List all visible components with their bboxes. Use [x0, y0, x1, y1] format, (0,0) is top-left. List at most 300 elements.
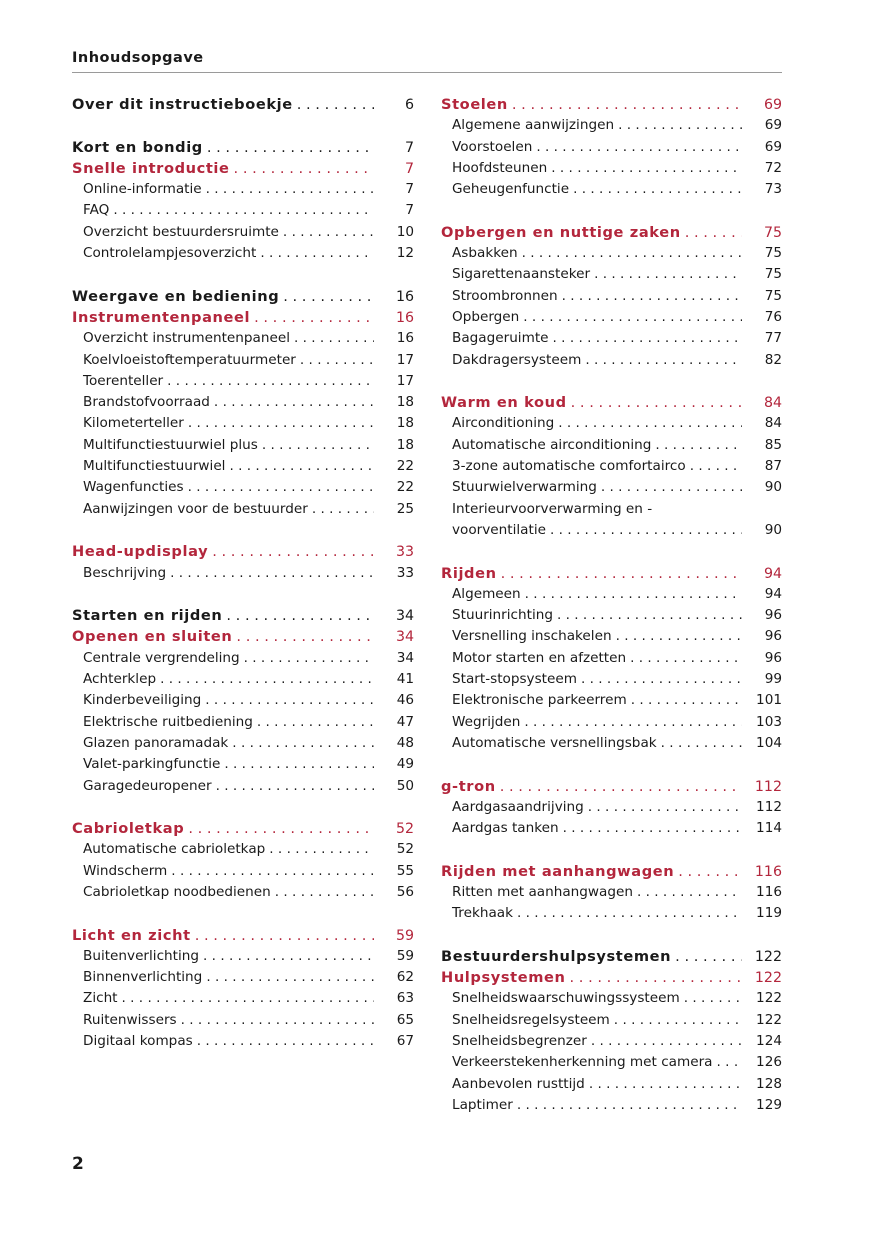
toc-entry-title: Valet-parkingfunctie [83, 756, 221, 773]
toc-left-column [72, 94, 414, 1052]
toc-entry[interactable] [441, 435, 782, 456]
toc-entry[interactable] [72, 882, 414, 903]
toc-section-heading[interactable] [72, 541, 414, 562]
toc-entry-title: Starten en rijden [72, 607, 223, 625]
dot-leader [188, 477, 374, 498]
dot-leader [501, 563, 742, 584]
toc-page-number: 116 [754, 863, 782, 880]
toc-entry-title: Ruitenwissers [83, 1011, 177, 1028]
toc-page-number: 56 [396, 883, 414, 900]
toc-page-number: 55 [396, 862, 414, 879]
toc-entry-title: Zicht [83, 990, 118, 1007]
toc-section-heading[interactable] [441, 861, 782, 882]
dot-leader [523, 307, 742, 328]
toc-section-heading[interactable] [441, 563, 782, 584]
toc-entry-title: Beschrijving [83, 564, 167, 581]
toc-entry[interactable] [72, 413, 414, 434]
toc-entry[interactable] [441, 264, 782, 285]
toc-entry[interactable] [441, 648, 782, 669]
toc-entry[interactable] [72, 435, 414, 456]
dot-leader [570, 967, 742, 988]
toc-entry[interactable] [441, 733, 782, 754]
toc-section-heading[interactable] [72, 137, 414, 158]
toc-entry[interactable] [72, 200, 414, 221]
toc-page-number: 96 [764, 649, 782, 666]
toc-entry[interactable] [72, 839, 414, 860]
toc-entry-title: Elektrische ruitbediening [83, 713, 253, 730]
toc-entry[interactable] [72, 477, 414, 498]
toc-entry[interactable] [72, 371, 414, 392]
toc-page-number: 116 [756, 883, 782, 900]
toc-section-heading[interactable] [72, 626, 414, 647]
toc-page-number: 6 [404, 97, 414, 113]
toc-page-number: 73 [764, 181, 782, 198]
toc-entry[interactable] [441, 1095, 782, 1116]
dot-leader [684, 988, 742, 1009]
toc-section-heading[interactable] [72, 158, 414, 179]
dot-leader [260, 243, 374, 264]
toc-page-number: 65 [396, 1011, 414, 1028]
toc-page-number: 84 [764, 415, 782, 432]
toc-page-number: 7 [404, 139, 414, 156]
toc-section-heading[interactable] [441, 967, 782, 988]
dot-leader [297, 94, 374, 115]
toc-page-number: 122 [756, 990, 782, 1007]
toc-entry-title: Overzicht bestuurdersruimte [83, 223, 279, 240]
toc-section-heading[interactable] [441, 776, 782, 797]
dot-leader [571, 392, 742, 413]
dot-leader [224, 754, 374, 775]
dot-leader [283, 222, 374, 243]
dot-leader [678, 861, 742, 882]
toc-entry[interactable] [72, 669, 414, 690]
toc-page-number: 94 [763, 565, 782, 582]
toc-entry-title: Opbergen en nuttige zaken [441, 223, 681, 241]
dot-leader [630, 648, 742, 669]
toc-page-number: 75 [764, 245, 782, 262]
dot-leader [589, 1074, 742, 1095]
toc-page-number: 48 [396, 734, 414, 751]
toc-entry-title: Digitaal kompas [83, 1033, 193, 1050]
dot-leader [170, 563, 374, 584]
dot-leader [205, 690, 374, 711]
toc-entry-title: Snelheidsregelsysteem [452, 1011, 610, 1028]
dot-leader [254, 307, 374, 328]
dot-leader [522, 243, 742, 264]
toc-entry-title: Rijden met aanhangwagen [441, 862, 675, 880]
toc-entry[interactable] [72, 861, 414, 882]
toc-page-number: 122 [756, 1011, 782, 1028]
toc-entry[interactable] [441, 605, 782, 626]
toc-entry-title: Verkeerstekenherkenning met camera [452, 1054, 713, 1071]
toc-section-heading[interactable] [72, 925, 414, 946]
toc-entry[interactable] [72, 350, 414, 371]
toc-entry-title: Kinderbeveiliging [83, 692, 202, 709]
toc-entry-title: Start-stopsysteem [452, 671, 577, 688]
toc-entry[interactable] [441, 115, 782, 136]
dot-leader [553, 328, 742, 349]
toc-entry[interactable] [441, 350, 782, 371]
toc-page-number: 103 [756, 713, 782, 730]
toc-page-number: 59 [396, 947, 414, 964]
dot-leader [685, 222, 742, 243]
dot-leader [661, 733, 742, 754]
toc-entry-title: Stuurwielverwarming [452, 479, 597, 496]
toc-page-number: 47 [396, 713, 414, 730]
dot-leader [581, 669, 742, 690]
toc-page-number: 7 [405, 181, 414, 198]
toc-entry[interactable] [441, 413, 782, 434]
toc-page-number: 76 [764, 308, 782, 325]
toc-entry-title: Trekhaak [452, 905, 513, 922]
toc-entry[interactable] [441, 882, 782, 903]
toc-page-number: 69 [763, 97, 782, 113]
toc-page-number: 33 [396, 564, 414, 581]
toc-entry[interactable] [72, 392, 414, 413]
dot-leader [229, 456, 374, 477]
dot-leader [232, 733, 374, 754]
toc-page-number: 25 [396, 500, 414, 517]
dot-leader [550, 520, 742, 541]
toc-page-number: 59 [395, 927, 414, 944]
dot-leader [655, 435, 742, 456]
dot-leader [562, 286, 742, 307]
toc-entry[interactable] [441, 158, 782, 179]
toc-entry-title: Aardgas tanken [452, 820, 559, 837]
toc-entry-title: Brandstofvoorraad [83, 394, 210, 411]
dot-leader [206, 179, 374, 200]
dot-leader [631, 690, 742, 711]
toc-entry-title: Snelheidsbegrenzer [452, 1033, 587, 1050]
toc-entry[interactable] [72, 733, 414, 754]
toc-entry-title: Binnenverlichting [83, 969, 203, 986]
toc-page-number: 122 [754, 970, 782, 987]
toc-section-heading[interactable] [72, 307, 414, 328]
dot-leader [594, 264, 742, 285]
toc-page-number: 126 [756, 1054, 782, 1071]
dot-leader [275, 882, 374, 903]
toc-entry[interactable] [441, 520, 782, 541]
toc-entry-title: FAQ [83, 202, 110, 219]
toc-entry-title: Multifunctiestuurwiel plus [83, 436, 258, 453]
toc-page-number: 10 [396, 223, 414, 240]
toc-entry-title: Instrumentenpaneel [72, 308, 251, 326]
dot-leader [557, 605, 742, 626]
dot-leader [573, 179, 742, 200]
toc-page-number: 18 [396, 415, 414, 432]
toc-entry-title: Asbakken [452, 245, 518, 262]
toc-page-number: 96 [764, 607, 782, 624]
dot-leader [551, 158, 742, 179]
toc-page-number: 49 [396, 756, 414, 773]
toc-entry-title: Controlelampjesoverzicht [83, 245, 257, 262]
toc-entry-title: Interieurvoorverwarming en - [452, 500, 653, 517]
toc-entry-title: Kort en bondig [72, 138, 203, 156]
toc-page-number: 94 [764, 585, 782, 602]
toc-entry-title: Snelle introductie [72, 159, 230, 177]
toc-entry-title: Hulpsystemen [441, 969, 566, 987]
toc-entry-title: Garagedeuropener [83, 777, 212, 794]
toc-entry[interactable] [441, 328, 782, 349]
dot-leader [512, 94, 742, 115]
toc-entry[interactable] [72, 988, 414, 1009]
toc-entry[interactable] [441, 499, 782, 520]
dot-leader [525, 584, 742, 605]
dot-leader [216, 776, 374, 797]
toc-entry-title: Warm en koud [441, 394, 567, 412]
toc-entry[interactable] [441, 690, 782, 711]
toc-page-number: 22 [396, 479, 414, 496]
toc-entry-title: Stoelen [441, 96, 508, 113]
toc-page-number: 7 [405, 202, 414, 219]
toc-entry[interactable] [72, 222, 414, 243]
toc-entry[interactable] [72, 563, 414, 584]
dot-leader [234, 158, 374, 179]
dot-leader [197, 1031, 374, 1052]
toc-entry[interactable] [72, 328, 414, 349]
toc-entry-title: Elektronische parkeerrem [452, 692, 627, 709]
toc-entry[interactable] [441, 137, 782, 158]
toc-page-number: 34 [395, 608, 414, 625]
toc-page-number: 122 [754, 948, 782, 965]
dot-leader [262, 435, 374, 456]
toc-entry[interactable] [441, 903, 782, 924]
toc-entry-title: Algemeen [452, 585, 521, 602]
toc-section-heading[interactable] [441, 946, 782, 967]
dot-leader [244, 648, 374, 669]
toc-page-number: 75 [763, 224, 782, 241]
dot-leader [618, 115, 742, 136]
header-divider [72, 72, 782, 73]
dot-leader [300, 350, 374, 371]
dot-leader [212, 541, 374, 562]
toc-entry[interactable] [441, 1010, 782, 1031]
toc-page-number: 99 [764, 671, 782, 688]
toc-entry-title: Sigarettenaansteker [452, 266, 591, 283]
dot-leader [558, 413, 742, 434]
toc-entry-title: Versnelling inschakelen [452, 628, 612, 645]
toc-entry[interactable] [441, 477, 782, 498]
toc-entry[interactable] [72, 648, 414, 669]
toc-entry[interactable] [72, 946, 414, 967]
toc-entry[interactable] [72, 967, 414, 988]
toc-entry-title: Wegrijden [452, 713, 521, 730]
toc-entry[interactable] [441, 797, 782, 818]
toc-section-heading[interactable] [441, 392, 782, 413]
toc-page-number: 90 [764, 521, 782, 538]
toc-entry-title: Toerenteller [83, 372, 164, 389]
toc-entry[interactable] [72, 179, 414, 200]
page-header [72, 50, 782, 73]
page-title: Inhoudsopgave [72, 50, 204, 66]
toc-entry[interactable] [441, 712, 782, 733]
toc-page-number: 52 [396, 841, 414, 858]
dot-leader [517, 903, 742, 924]
dot-leader [588, 797, 742, 818]
toc-section-heading[interactable] [441, 222, 782, 243]
dot-leader [214, 392, 374, 413]
dot-leader [181, 1010, 374, 1031]
toc-entry-title: Windscherm [83, 862, 168, 879]
dot-leader [312, 499, 374, 520]
dot-leader [563, 818, 742, 839]
toc-entry[interactable] [441, 626, 782, 647]
toc-page-number: 128 [756, 1075, 782, 1092]
toc-page-number: 96 [764, 628, 782, 645]
toc-entry[interactable] [72, 499, 414, 520]
toc-entry[interactable] [72, 712, 414, 733]
toc-entry[interactable] [72, 776, 414, 797]
toc-entry-title: Bestuurdershulpsystemen [441, 947, 672, 965]
toc-page-number: 41 [396, 671, 414, 688]
toc-section-heading[interactable] [72, 94, 414, 115]
dot-leader [171, 861, 374, 882]
toc-section-heading[interactable] [72, 818, 414, 839]
toc-entry[interactable] [441, 1052, 782, 1073]
toc-page-number: 72 [764, 159, 782, 176]
toc-page-number: 112 [754, 778, 782, 795]
toc-page-number: 22 [396, 458, 414, 475]
toc-entry[interactable] [441, 988, 782, 1009]
toc-entry-title: 3-zone automatische comfortairco [452, 458, 686, 475]
toc-entry-title: Hoofdsteunen [452, 159, 548, 176]
dot-leader [585, 350, 742, 371]
toc-section-heading[interactable] [72, 605, 414, 626]
toc-entry[interactable] [72, 690, 414, 711]
toc-page-number: 18 [396, 394, 414, 411]
toc-page-number: 12 [396, 245, 414, 262]
toc-entry[interactable] [441, 1031, 782, 1052]
toc-entry-title: Openen en sluiten [72, 628, 233, 646]
toc-page-number: 34 [395, 629, 414, 646]
dot-leader [122, 988, 374, 1009]
toc-page-number: 67 [396, 1033, 414, 1050]
toc-entry[interactable] [72, 243, 414, 264]
toc-entry-title: Kilometerteller [83, 415, 184, 432]
toc-entry[interactable] [441, 818, 782, 839]
toc-entry-title: Automatische cabrioletkap [83, 841, 266, 858]
toc-entry[interactable] [72, 456, 414, 477]
toc-page-number: 69 [764, 117, 782, 134]
toc-page-number: 17 [396, 372, 414, 389]
toc-entry-title: Overzicht instrumentenpaneel [83, 330, 290, 347]
dot-leader [226, 605, 374, 626]
toc-entry-title: Automatische versnellingsbak [452, 734, 657, 751]
toc-entry-title: Stuurinrichting [452, 607, 553, 624]
dot-leader [160, 669, 374, 690]
toc-entry-title: Airconditioning [452, 415, 555, 432]
toc-entry[interactable] [441, 1074, 782, 1095]
dot-leader [206, 967, 374, 988]
toc-page-number: 119 [756, 905, 782, 922]
dot-leader [257, 712, 374, 733]
toc-entry-title: Cabrioletkap [72, 820, 185, 838]
dot-leader [113, 200, 374, 221]
toc-entry[interactable] [72, 1031, 414, 1052]
toc-entry[interactable] [441, 286, 782, 307]
toc-page-number: 52 [395, 821, 414, 838]
dot-leader [188, 413, 374, 434]
toc-entry[interactable] [72, 754, 414, 775]
toc-page-number: 87 [764, 458, 782, 475]
toc-entry-title: Weergave en bediening [72, 287, 280, 305]
toc-page-number: 17 [396, 351, 414, 368]
dot-leader [524, 712, 742, 733]
toc-page-number: 104 [756, 734, 782, 751]
toc-entry-title: Laptimer [452, 1096, 513, 1113]
toc-page-number: 114 [756, 820, 782, 837]
toc-section-heading[interactable] [441, 94, 782, 115]
toc-entry-title: Aanbevolen rusttijd [452, 1075, 585, 1092]
dot-leader [637, 882, 742, 903]
toc-entry-title: Aardgasaandrijving [452, 798, 584, 815]
toc-page-number: 62 [396, 969, 414, 986]
toc-entry-title: Head-updisplay [72, 543, 209, 561]
toc-entry[interactable] [441, 584, 782, 605]
toc-page-number: 18 [396, 436, 414, 453]
toc-page-number: 33 [395, 544, 414, 561]
toc-entry-title: Ritten met aanhangwagen [452, 883, 633, 900]
toc-page-number: 69 [764, 138, 782, 155]
dot-leader [203, 946, 374, 967]
toc-entry-title: Voorstoelen [452, 138, 533, 155]
toc-entry-title: Koelvloeistoftemperatuurmeter [83, 351, 296, 368]
toc-page-number: 16 [396, 330, 414, 347]
dot-leader [717, 1052, 742, 1073]
dot-leader [500, 776, 742, 797]
toc-section-heading[interactable] [72, 286, 414, 307]
dot-leader [614, 1010, 742, 1031]
toc-entry-title: Multifunctiestuurwiel [83, 458, 226, 475]
toc-entry[interactable] [441, 179, 782, 200]
toc-page-number: 34 [396, 649, 414, 666]
dot-leader [517, 1095, 742, 1116]
dot-leader [283, 286, 374, 307]
toc-entry-title: Bagageruimte [452, 330, 549, 347]
toc-entry[interactable] [72, 1010, 414, 1031]
toc-entry-title: Dakdragersysteem [452, 351, 582, 368]
toc-entry[interactable] [441, 307, 782, 328]
toc-entry-title: Online-informatie [83, 181, 202, 198]
dot-leader [601, 477, 742, 498]
toc-entry[interactable] [441, 243, 782, 264]
toc-entry-title: Buitenverlichting [83, 947, 200, 964]
toc-page-number: 16 [395, 288, 414, 305]
toc-entry-title: Geheugenfunctie [452, 181, 570, 198]
toc-page-number: 75 [764, 287, 782, 304]
toc-entry-title: Opbergen [452, 308, 520, 325]
toc-entry[interactable] [441, 669, 782, 690]
dot-leader [167, 371, 374, 392]
toc-page-number: 90 [764, 479, 782, 496]
toc-page-number: 101 [756, 692, 782, 709]
dot-leader [269, 839, 374, 860]
toc-page-number: 46 [396, 692, 414, 709]
toc-entry[interactable] [441, 456, 782, 477]
toc-page-number: 85 [764, 436, 782, 453]
toc-entry-title: Over dit instructieboekje [72, 96, 293, 113]
toc-entry-title: Wagenfuncties [83, 479, 184, 496]
toc-entry-title: Stroombronnen [452, 287, 558, 304]
toc-entry-title: Glazen panoramadak [83, 734, 229, 751]
toc-entry-title: Snelheidswaarschuwingssysteem [452, 990, 680, 1007]
toc-page-number: 129 [756, 1096, 782, 1113]
toc-page-number: 63 [396, 990, 414, 1007]
dot-leader [188, 818, 374, 839]
toc-page-number: 7 [404, 160, 414, 177]
toc-page-number: 75 [764, 266, 782, 283]
toc-entry-title: g-tron [441, 777, 496, 795]
